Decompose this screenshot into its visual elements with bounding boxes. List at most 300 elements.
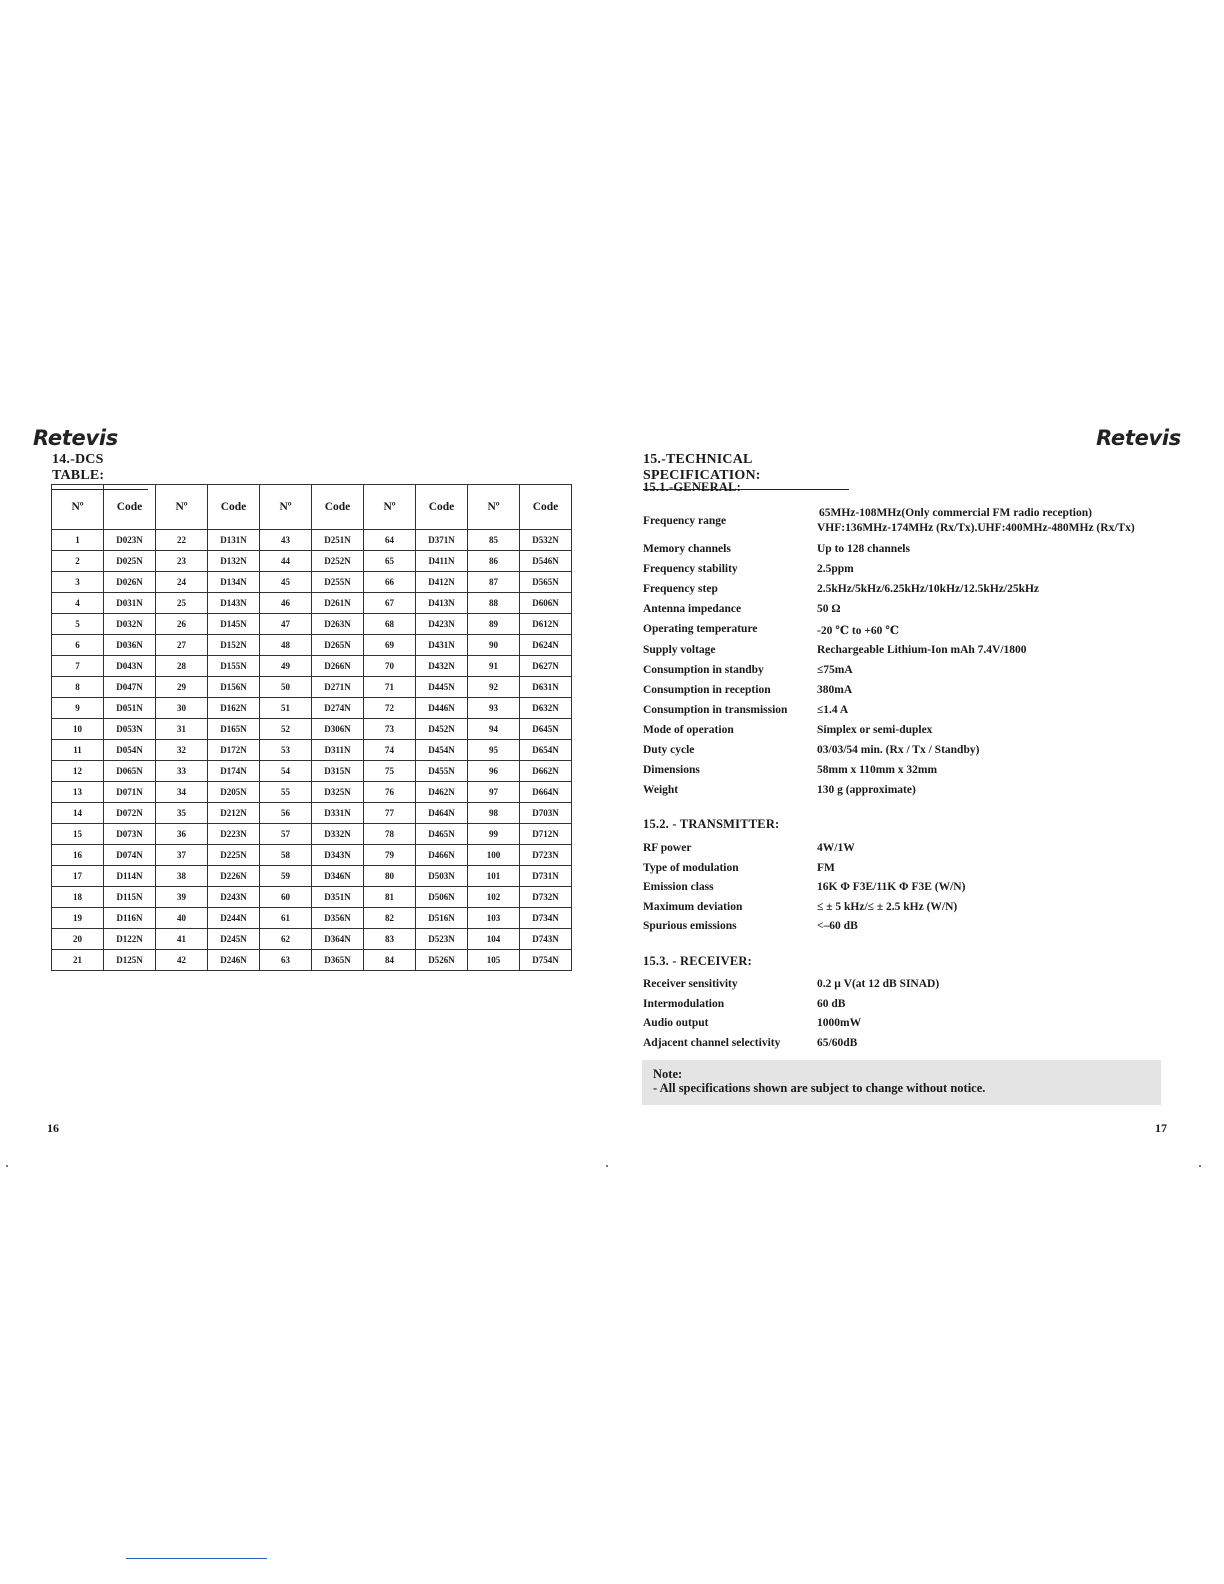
spec-value: 58mm x 110mm x 32mm [817,764,938,777]
spec-label: Adjacent channel selectivity [643,1036,781,1049]
table-row [52,593,572,614]
cell-code: D265N [312,635,364,656]
cell-number: 95 [468,740,520,761]
spec-row [643,684,1183,702]
cell-number: 41 [156,929,208,950]
cell-number: 26 [156,614,208,635]
spec-label: Dimensions [643,764,700,777]
cell-code: D263N [312,614,364,635]
spec-row [643,920,1183,938]
cell-code: D047N [104,677,156,698]
cell-code: D251N [312,530,364,551]
cell-code: D516N [416,908,468,929]
spec-value: Rechargeable Lithium-Ion mAh 7.4V/1800 [817,643,1027,656]
cell-number: 58 [260,845,312,866]
cell-number: 31 [156,719,208,740]
cell-number: 48 [260,635,312,656]
cell-code: D074N [104,845,156,866]
brand-logo-right: Retevis [1096,426,1181,450]
cell-number: 65 [364,551,416,572]
cell-number: 10 [52,719,104,740]
table-row [52,761,572,782]
spec-value: 380mA [817,683,853,696]
cell-number: 1 [52,530,104,551]
spec-row [643,543,1183,561]
table-row [52,740,572,761]
crop-mark [1199,1165,1201,1167]
cell-number: 80 [364,866,416,887]
cell-code: D226N [208,866,260,887]
table-row [52,635,572,656]
spec-value: 65MHz-108MHz(Only commercial FM radio reception) [819,507,1092,519]
cell-code: D412N [416,572,468,593]
cell-number: 64 [364,530,416,551]
spec-row [643,881,1183,899]
cell-number: 40 [156,908,208,929]
cell-number: 72 [364,698,416,719]
cell-code: D073N [104,824,156,845]
cell-code: D731N [520,866,572,887]
cell-code: D346N [312,866,364,887]
cell-number: 44 [260,551,312,572]
cell-code: D465N [416,824,468,845]
cell-number: 103 [468,908,520,929]
cell-code: D266N [312,656,364,677]
cell-code: D734N [520,908,572,929]
cell-number: 21 [52,950,104,971]
cell-code: D712N [520,824,572,845]
cell-code: D115N [104,887,156,908]
spec-value: 0.2 μ V(at 12 dB SINAD) [817,978,940,990]
spec-label: Antenna impedance [643,603,742,616]
cell-number: 52 [260,719,312,740]
note-title: Note: [653,1067,683,1081]
cell-code: D506N [416,887,468,908]
cell-code: D023N [104,530,156,551]
spec-value: -20 ℃ to +60 ℃ [817,625,900,638]
header-code: Code [208,485,260,530]
cell-number: 27 [156,635,208,656]
cell-number: 30 [156,698,208,719]
spec-label: Duty cycle [643,744,695,756]
spec-row [643,1037,1183,1055]
spec-label: Frequency stability [643,563,738,576]
cell-code: D125N [104,950,156,971]
dcs-table [51,484,572,971]
spec-row [643,901,1183,919]
cell-number: 89 [468,614,520,635]
spec-label: Receiver sensitivity [643,978,738,990]
cell-number: 8 [52,677,104,698]
header-code: Code [104,485,156,530]
cell-number: 20 [52,929,104,950]
cell-number: 62 [260,929,312,950]
cell-number: 55 [260,782,312,803]
cell-code: D051N [104,698,156,719]
cell-code: D145N [208,614,260,635]
cell-code: D743N [520,929,572,950]
cell-code: D365N [312,950,364,971]
crop-mark [606,1165,608,1167]
spec-row [643,583,1183,601]
cell-number: 100 [468,845,520,866]
table-row [52,929,572,950]
cell-number: 14 [52,803,104,824]
cell-number: 69 [364,635,416,656]
cell-number: 67 [364,593,416,614]
table-row [52,677,572,698]
cell-number: 24 [156,572,208,593]
cell-number: 22 [156,530,208,551]
cell-code: D223N [208,824,260,845]
table-row [52,614,572,635]
spec-value: 2.5ppm [817,563,854,576]
cell-code: D466N [416,845,468,866]
spec-label: Mode of operation [643,723,734,736]
spec-row [643,842,1183,860]
header-no: Nº [364,485,416,530]
cell-code: D165N [208,719,260,740]
spec-value: ≤1.4 A [817,703,849,716]
cell-number: 96 [468,761,520,782]
cell-code: D624N [520,635,572,656]
table-row [52,866,572,887]
spec-label: Frequency range [643,515,727,527]
table-row [52,572,572,593]
cell-code: D122N [104,929,156,950]
table-row [52,824,572,845]
spec-row [643,704,1183,722]
cell-number: 11 [52,740,104,761]
cell-number: 37 [156,845,208,866]
cell-code: D411N [416,551,468,572]
spec-value: 60 dB [817,997,846,1010]
cell-code: D664N [520,782,572,803]
spec-label: Consumption in standby [643,663,764,676]
cell-code: D413N [416,593,468,614]
cell-code: D431N [416,635,468,656]
table-row [52,908,572,929]
cell-number: 36 [156,824,208,845]
cell-number: 17 [52,866,104,887]
spec-label: Consumption in transmission [643,703,788,716]
spec-label: Type of modulation [643,861,739,874]
spec-label: Consumption in reception [643,683,771,696]
cell-number: 7 [52,656,104,677]
cell-code: D246N [208,950,260,971]
cell-number: 2 [52,551,104,572]
cell-code: D036N [104,635,156,656]
cell-number: 56 [260,803,312,824]
spec-value: <–60 dB [817,920,858,932]
cell-code: D631N [520,677,572,698]
cell-number: 45 [260,572,312,593]
cell-number: 28 [156,656,208,677]
cell-code: D364N [312,929,364,950]
cell-number: 63 [260,950,312,971]
cell-code: D723N [520,845,572,866]
cell-code: D132N [208,551,260,572]
cell-code: D031N [104,593,156,614]
cell-number: 104 [468,929,520,950]
cell-number: 81 [364,887,416,908]
cell-number: 101 [468,866,520,887]
cell-number: 97 [468,782,520,803]
table-row [52,803,572,824]
cell-code: D054N [104,740,156,761]
cell-code: D423N [416,614,468,635]
spec-label: RF power [643,842,692,854]
note-box [642,1060,1161,1105]
cell-number: 47 [260,614,312,635]
spec-value: 1000mW [817,1017,862,1029]
cell-code: D315N [312,761,364,782]
cell-code: D612N [520,614,572,635]
page-number-right: 17 [1155,1121,1167,1135]
cell-code: D071N [104,782,156,803]
cell-number: 29 [156,677,208,698]
cell-number: 94 [468,719,520,740]
cell-code: D627N [520,656,572,677]
spec-row [643,764,1183,782]
cell-number: 46 [260,593,312,614]
cell-code: D212N [208,803,260,824]
spec-label: Operating temperature [643,623,758,636]
cell-code: D446N [416,698,468,719]
cell-code: D662N [520,761,572,782]
cell-number: 16 [52,845,104,866]
cell-number: 50 [260,677,312,698]
dcs-table-title: 14.-DCS TABLE: [52,452,148,490]
cell-number: 78 [364,824,416,845]
cell-code: D243N [208,887,260,908]
table-row [52,719,572,740]
table-row [52,845,572,866]
cell-code: D371N [416,530,468,551]
cell-code: D205N [208,782,260,803]
header-no: Nº [468,485,520,530]
cell-code: D065N [104,761,156,782]
header-code: Code [312,485,364,530]
cell-number: 49 [260,656,312,677]
cell-code: D172N [208,740,260,761]
cell-number: 42 [156,950,208,971]
cell-number: 98 [468,803,520,824]
cell-number: 70 [364,656,416,677]
cell-number: 34 [156,782,208,803]
cell-code: D131N [208,530,260,551]
cell-number: 105 [468,950,520,971]
spec-row [643,724,1183,742]
cell-number: 76 [364,782,416,803]
cell-code: D732N [520,887,572,908]
cell-number: 60 [260,887,312,908]
cell-code: D155N [208,656,260,677]
cell-number: 53 [260,740,312,761]
cell-number: 86 [468,551,520,572]
cell-code: D332N [312,824,364,845]
cell-code: D343N [312,845,364,866]
cell-code: D351N [312,887,364,908]
cell-number: 9 [52,698,104,719]
cell-code: D244N [208,908,260,929]
cell-number: 84 [364,950,416,971]
cell-code: D043N [104,656,156,677]
spec-value: ≤75mA [817,663,853,676]
cell-number: 51 [260,698,312,719]
cell-number: 83 [364,929,416,950]
cell-code: D152N [208,635,260,656]
cell-number: 66 [364,572,416,593]
spec-row [643,623,1183,641]
cell-code: D452N [416,719,468,740]
table-row [52,698,572,719]
cell-number: 71 [364,677,416,698]
cell-code: D632N [520,698,572,719]
cell-code: D526N [416,950,468,971]
cell-number: 75 [364,761,416,782]
cell-number: 6 [52,635,104,656]
spec-value: 65/60dB [817,1036,858,1049]
cell-code: D114N [104,866,156,887]
cell-number: 54 [260,761,312,782]
header-code: Code [520,485,572,530]
spec-value: 16K Φ F3E/11K Φ F3E (W/N) [817,881,966,893]
page-number-left: 16 [47,1121,59,1135]
spec-value: 130 g (approximate) [817,784,916,797]
cell-code: D143N [208,593,260,614]
spec-value: 50 Ω [817,603,841,616]
cell-code: D245N [208,929,260,950]
cell-code: D274N [312,698,364,719]
spec-value: FM [817,861,835,874]
spec-row [643,978,1183,996]
cell-number: 43 [260,530,312,551]
general-heading: 15.1.-GENERAL: [643,480,741,494]
spec-label: Spurious emissions [643,920,737,932]
cell-code: D565N [520,572,572,593]
spec-row [643,1017,1183,1035]
cell-number: 74 [364,740,416,761]
spec-value: 2.5kHz/5kHz/6.25kHz/10kHz/12.5kHz/25kHz [817,583,1040,596]
cell-number: 25 [156,593,208,614]
cell-code: D311N [312,740,364,761]
receiver-heading: 15.3. - RECEIVER: [643,954,752,968]
cell-number: 90 [468,635,520,656]
cell-number: 13 [52,782,104,803]
table-row [52,530,572,551]
cell-code: D252N [312,551,364,572]
spec-row [643,644,1183,662]
transmitter-heading: 15.2. - TRANSMITTER: [643,817,780,831]
header-no: Nº [260,485,312,530]
spec-value: VHF:136MHz-174MHz (Rx/Tx).UHF:400MHz-480MHz (Rx/Tx) [817,522,1135,534]
spec-label: Weight [643,784,679,797]
cell-code: D645N [520,719,572,740]
cell-number: 59 [260,866,312,887]
cell-number: 39 [156,887,208,908]
cell-number: 19 [52,908,104,929]
dcs-table-header-row [52,485,572,530]
spec-value: Up to 128 channels [817,543,910,555]
cell-code: D523N [416,929,468,950]
cell-number: 85 [468,530,520,551]
spec-value: 03/03/54 min. (Rx / Tx / Standby) [817,744,980,756]
cell-number: 38 [156,866,208,887]
cell-number: 68 [364,614,416,635]
cell-code: D116N [104,908,156,929]
cell-code: D025N [104,551,156,572]
spec-label: Memory channels [643,543,731,555]
link-underline[interactable] [126,1558,267,1559]
spec-value: ≤ ± 5 kHz/≤ ± 2.5 kHz (W/N) [817,900,958,913]
cell-code: D754N [520,950,572,971]
note-text: - All specifications shown are subject to change without notice. [653,1081,986,1095]
cell-code: D255N [312,572,364,593]
spec-row [643,563,1183,581]
spec-row [643,603,1183,621]
spec-row [643,744,1183,762]
spec-row [643,784,1183,802]
cell-code: D331N [312,803,364,824]
cell-code: D462N [416,782,468,803]
cell-number: 91 [468,656,520,677]
cell-number: 82 [364,908,416,929]
cell-number: 5 [52,614,104,635]
cell-code: D156N [208,677,260,698]
cell-number: 35 [156,803,208,824]
spec-label: Intermodulation [643,997,725,1010]
cell-number: 3 [52,572,104,593]
cell-code: D703N [520,803,572,824]
cell-number: 18 [52,887,104,908]
table-row [52,782,572,803]
cell-code: D134N [208,572,260,593]
spec-label: Maximum deviation [643,900,743,913]
spec-value: Simplex or semi-duplex [817,723,933,736]
cell-number: 33 [156,761,208,782]
cell-code: D162N [208,698,260,719]
cell-number: 23 [156,551,208,572]
brand-logo-left: Retevis [33,426,118,450]
spec-row [643,664,1183,682]
cell-code: D464N [416,803,468,824]
cell-code: D503N [416,866,468,887]
cell-code: D072N [104,803,156,824]
spec-row [643,998,1183,1016]
cell-code: D026N [104,572,156,593]
cell-number: 77 [364,803,416,824]
cell-code: D032N [104,614,156,635]
spec-row-frequency-range [643,507,1183,539]
cell-number: 79 [364,845,416,866]
cell-code: D606N [520,593,572,614]
table-row [52,551,572,572]
cell-number: 61 [260,908,312,929]
spec-label: Audio output [643,1017,709,1029]
cell-number: 87 [468,572,520,593]
cell-code: D654N [520,740,572,761]
cell-number: 32 [156,740,208,761]
spec-label: Emission class [643,881,714,893]
header-no: Nº [156,485,208,530]
cell-code: D225N [208,845,260,866]
cell-code: D356N [312,908,364,929]
cell-number: 99 [468,824,520,845]
cell-code: D432N [416,656,468,677]
header-no: Nº [52,485,104,530]
cell-number: 92 [468,677,520,698]
